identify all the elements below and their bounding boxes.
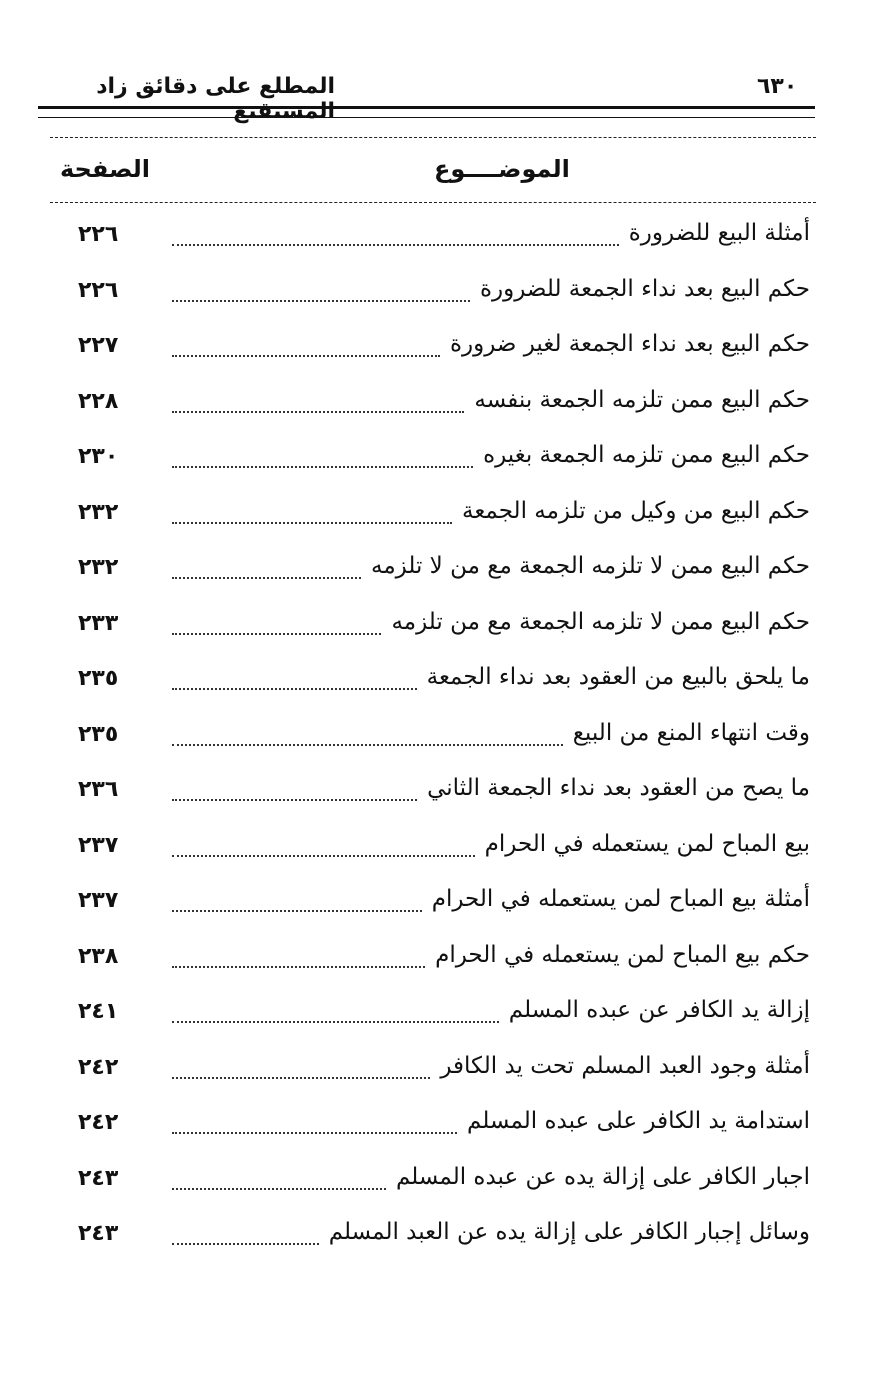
toc-row bbox=[0, 377, 873, 427]
page-column-header: الصفحة bbox=[60, 155, 151, 183]
toc-leader-dots bbox=[172, 688, 417, 690]
toc-entry-page: ٢٢٦ bbox=[78, 277, 119, 303]
toc-entry-title: ما يصح من العقود بعد نداء الجمعة الثاني bbox=[427, 775, 810, 801]
toc-entry-title: بيع المباح لمن يستعمله في الحرام bbox=[484, 830, 810, 857]
toc-leader-dots bbox=[172, 1132, 457, 1134]
toc-leader-dots bbox=[172, 1077, 430, 1079]
toc-leader-dots bbox=[172, 1243, 319, 1245]
book-title: المطلع على دقائق زاد المستقنع bbox=[96, 74, 335, 124]
toc-leader-dots bbox=[172, 799, 417, 801]
toc-entry-title: إزالة يد الكافر عن عبده المسلم bbox=[508, 997, 810, 1023]
toc-entry-title: حكم البيع ممن لا تلزمه الجمعة مع من لا تلزمه bbox=[371, 553, 810, 579]
toc-entry-title: حكم البيع ممن تلزمه الجمعة بنفسه bbox=[474, 386, 810, 413]
toc-row bbox=[0, 266, 873, 316]
header-dashed-divider bbox=[50, 202, 816, 203]
toc-leader-dots bbox=[172, 633, 381, 635]
toc-row bbox=[0, 1154, 873, 1204]
toc-entry-page: ٢٣٠ bbox=[78, 444, 119, 469]
toc-entry-title: ما يلحق بالبيع من العقود بعد نداء الجمعة bbox=[426, 664, 810, 690]
toc-entry-title: حكم البيع ممن لا تلزمه الجمعة مع من تلزمه bbox=[391, 608, 810, 635]
toc-row bbox=[0, 432, 873, 482]
toc-entry-title: اجبار الكافر على إزالة يده عن عبده المسلم bbox=[395, 1163, 810, 1190]
toc-row bbox=[0, 932, 873, 982]
toc-entry-title: حكم البيع بعد نداء الجمعة للضرورة bbox=[479, 275, 810, 302]
toc-row bbox=[0, 599, 873, 649]
toc-row bbox=[0, 1098, 873, 1148]
toc-entry-page: ٢٣٦ bbox=[78, 777, 119, 802]
header-rule-thick bbox=[38, 106, 815, 109]
topic-column-header: الموضــــوع bbox=[434, 155, 570, 183]
toc-entry-page: ٢٣٢ bbox=[78, 499, 119, 525]
toc-row bbox=[0, 210, 873, 260]
toc-entry-page: ٢٤٢ bbox=[78, 1054, 119, 1080]
toc-row bbox=[0, 821, 873, 871]
toc-leader-dots bbox=[172, 1188, 386, 1190]
toc-leader-dots bbox=[172, 466, 473, 468]
toc-entry-page: ٢٤٢ bbox=[78, 1110, 119, 1135]
toc-row bbox=[0, 710, 873, 760]
toc-entry-title: حكم بيع المباح لمن يستعمله في الحرام bbox=[435, 941, 810, 968]
toc-leader-dots bbox=[172, 244, 619, 246]
toc-entry-page: ٢٤٣ bbox=[78, 1221, 119, 1246]
toc-entry-title: أمثلة وجود العبد المسلم تحت يد الكافر bbox=[440, 1052, 810, 1079]
toc-entry-title: حكم البيع من وكيل من تلزمه الجمعة bbox=[461, 497, 810, 524]
toc-leader-dots bbox=[172, 910, 422, 912]
toc-entry-title: وقت انتهاء المنع من البيع bbox=[572, 719, 810, 746]
toc-entry-title: أمثلة بيع المباح لمن يستعمله في الحرام bbox=[431, 886, 810, 912]
toc-entry-title: حكم البيع ممن تلزمه الجمعة بغيره bbox=[483, 442, 810, 468]
toc-entry-page: ٢٣٢ bbox=[78, 555, 119, 580]
toc-entry-page: ٢٢٦ bbox=[78, 222, 119, 247]
toc-leader-dots bbox=[172, 744, 563, 746]
toc-row bbox=[0, 488, 873, 538]
toc-entry-title: استدامة يد الكافر على عبده المسلم bbox=[467, 1108, 810, 1134]
toc-row bbox=[0, 543, 873, 593]
toc-leader-dots bbox=[172, 300, 470, 302]
page-header bbox=[40, 68, 818, 124]
toc-row bbox=[0, 987, 873, 1037]
toc-entry-page: ٢٤٣ bbox=[78, 1165, 119, 1191]
toc-row bbox=[0, 321, 873, 371]
toc-entry-title: أمثلة البيع للضرورة bbox=[628, 220, 810, 246]
header-rule-thin bbox=[38, 117, 815, 118]
toc-entry-page: ٢٣٧ bbox=[78, 832, 119, 858]
toc-leader-dots bbox=[172, 411, 464, 413]
toc-entry-title: وسائل إجبار الكافر على إزالة يده عن العبد المسلم bbox=[328, 1219, 810, 1245]
toc-entry-title: حكم البيع بعد نداء الجمعة لغير ضرورة bbox=[449, 331, 810, 357]
toc-entry-page: ٢٢٧ bbox=[78, 333, 119, 358]
toc-leader-dots bbox=[172, 1021, 499, 1023]
toc-row bbox=[0, 1209, 873, 1259]
toc-leader-dots bbox=[172, 522, 452, 524]
toc-leader-dots bbox=[172, 577, 361, 579]
toc-row bbox=[0, 1043, 873, 1093]
toc-row bbox=[0, 654, 873, 704]
toc-entry-page: ٢٣٧ bbox=[78, 888, 119, 913]
toc-entry-page: ٢٣٨ bbox=[78, 943, 119, 969]
toc-leader-dots bbox=[172, 855, 475, 857]
top-dashed-divider bbox=[50, 137, 816, 138]
toc-leader-dots bbox=[172, 966, 425, 968]
toc-row bbox=[0, 765, 873, 815]
toc-row bbox=[0, 876, 873, 926]
toc-leader-dots bbox=[172, 355, 440, 357]
toc-entry-page: ٢٢٨ bbox=[78, 388, 119, 414]
toc-entry-page: ٢٣٥ bbox=[78, 666, 119, 691]
toc-entry-page: ٢٣٥ bbox=[78, 721, 119, 747]
toc-entry-page: ٢٣٣ bbox=[78, 610, 119, 636]
toc-entry-page: ٢٤١ bbox=[78, 999, 119, 1024]
page-number: ٦٣٠ bbox=[757, 74, 798, 99]
